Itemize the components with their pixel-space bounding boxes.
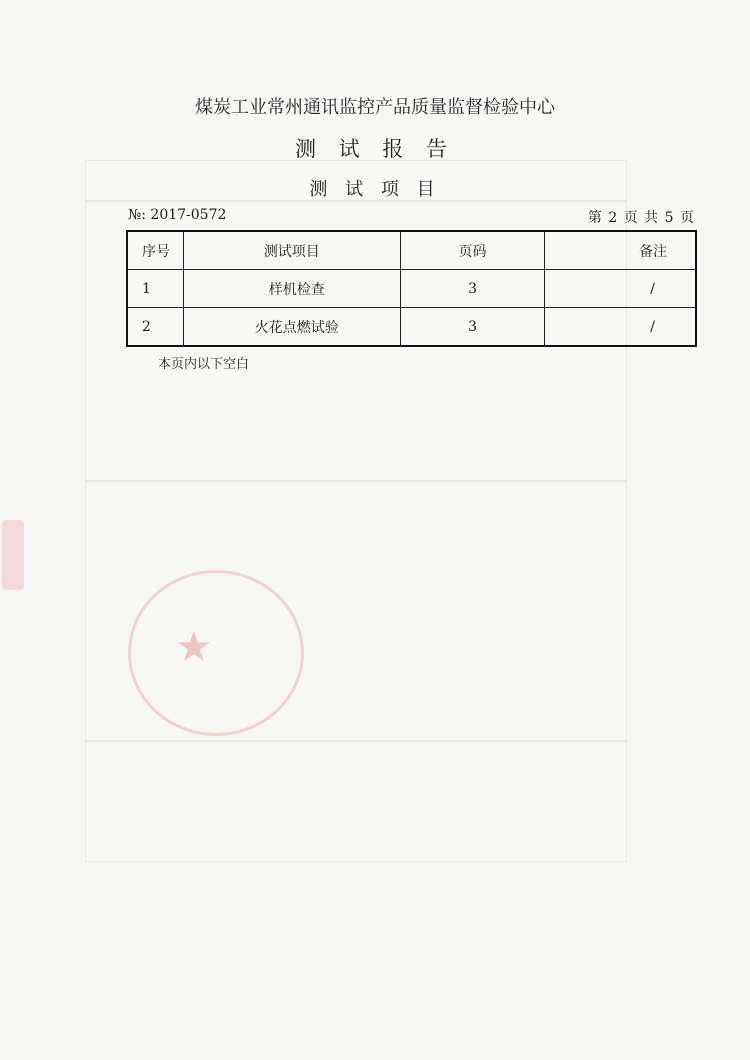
seal-star-icon: ★	[175, 622, 213, 671]
row-page: 3	[400, 308, 545, 347]
organization-name: 煤炭工业常州通讯监控产品质量监督检验中心	[195, 97, 555, 118]
bleed-through-line	[85, 480, 627, 482]
table-row	[127, 270, 696, 308]
report-title: 测 试 报 告	[294, 137, 456, 161]
official-seal	[128, 570, 304, 736]
section-title: 测 试 项 目	[309, 179, 441, 200]
column-header-remark: 备注	[545, 231, 696, 270]
row-number: 1	[127, 270, 183, 308]
report-number: №: 2017-0572	[128, 207, 227, 223]
row-remark: /	[545, 308, 696, 347]
page-indicator: 第 2 页 共 5 页	[587, 210, 695, 226]
row-page: 3	[400, 270, 545, 308]
blank-below-note: 本页内以下空白	[158, 357, 250, 372]
column-header-page: 页码	[400, 231, 545, 270]
column-header-number: 序号	[127, 231, 183, 270]
test-items-table	[126, 230, 697, 347]
row-remark: /	[545, 270, 696, 308]
bleed-through-line	[85, 740, 627, 742]
column-header-item: 测试项目	[183, 231, 400, 270]
row-number: 2	[127, 308, 183, 347]
seal-edge-mark	[2, 520, 24, 590]
row-test-item: 火花点燃试验	[183, 308, 400, 347]
table-row	[127, 308, 696, 347]
row-test-item: 样机检查	[183, 270, 400, 308]
table-header-row	[127, 231, 696, 270]
